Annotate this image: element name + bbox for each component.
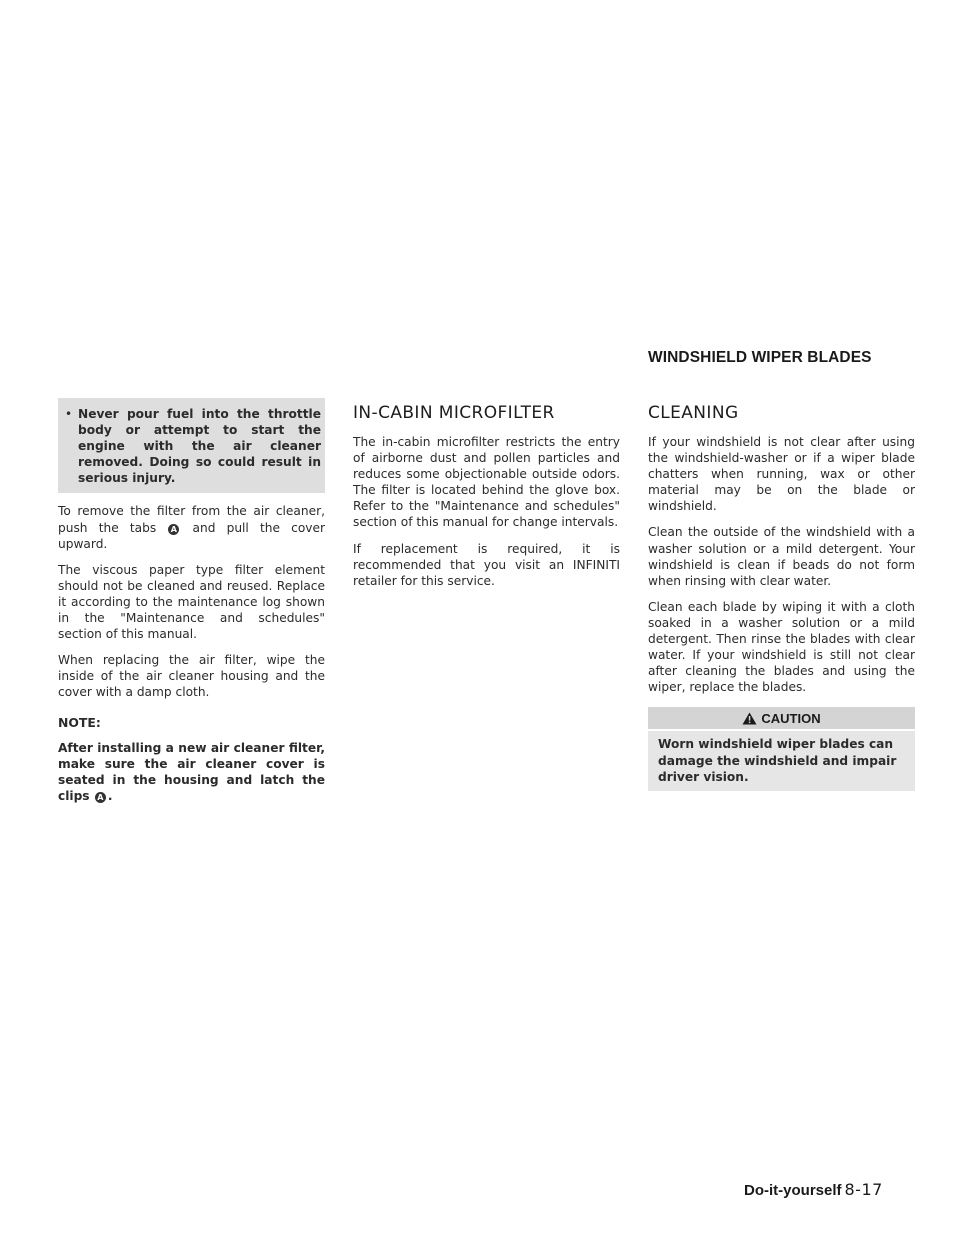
section-header: WINDSHIELD WIPER BLADES	[648, 349, 872, 366]
paragraph-filter-element: The viscous paper type filter element should not be cleaned and reused. Replace it according to the maintenance log shown in the "Maintenance and schedules" section of this manual.	[58, 562, 325, 642]
callout-a-icon: A	[95, 792, 106, 803]
warning-box	[58, 398, 325, 493]
remove-filter-text-b: and pull the cover upward.	[58, 520, 326, 551]
footer-chapter: Do-it-yourself	[744, 1182, 842, 1199]
note-text-b: .	[107, 788, 113, 803]
column-middle	[353, 398, 620, 599]
paragraph-cleaning-1: If your windshield is not clear after using the windshield-washer or if a wiper blade chatters when running, wax or other material may be on the blade or windshield.	[648, 435, 915, 514]
callout-a-icon: A	[168, 524, 179, 535]
page-footer	[744, 1180, 924, 1199]
remove-filter-text-a: To remove the filter from the air cleaner, push the tabs	[58, 504, 325, 535]
caution-header	[648, 707, 915, 729]
column-right	[648, 398, 915, 791]
column-left	[58, 398, 325, 814]
paragraph-microfilter-replacement: If replacement is required, it is recommended that you visit an INFINITI retailer for this service.	[353, 541, 620, 588]
caution-box	[648, 707, 915, 790]
note-text-a: After installing a new air cleaner filter, make sure the air cleaner cover is seated in the housing and latch the clips	[58, 740, 325, 803]
warning-text: Never pour fuel into the throttle body or attempt to start the engine with the air cleaner removed. Doing so could result in serious injury.	[78, 407, 321, 486]
caution-label: CAUTION	[761, 710, 821, 726]
paragraph-cleaning-3: Clean each blade by wiping it with a cloth soaked in a washer solution or a mild detergent. Then rinse the blades with clear water. If your windshield is still not clear after cleaning the blades and using the wiper, replace the blades.	[648, 599, 915, 695]
note-label: NOTE:	[58, 714, 101, 730]
paragraph-cleaning-2: Clean the outside of the windshield with a washer solution or a mild detergent. Your windshield is clean if beads do not form when rinsing with clear water.	[648, 525, 915, 588]
heading-cleaning: CLEANING	[648, 403, 739, 423]
footer-page-number: 8-17	[844, 1180, 883, 1199]
paragraph-remove-filter	[58, 503, 325, 551]
paragraph-microfilter-info: The in-cabin microfilter restricts the entry of airborne dust and pollen particles and reduces some objectionable outside odors. The filter is located behind the glove box. Refer to the "Maintenance and schedules" section of this manual for change intervals.	[353, 435, 620, 530]
note-text	[58, 740, 325, 804]
warning-bullet: •	[65, 407, 73, 421]
caution-text: Worn windshield wiper blades can damage the windshield and impair driver vision.	[648, 731, 915, 790]
paragraph-replacing-filter: When replacing the air filter, wipe the inside of the air cleaner housing and the cover with a damp cloth.	[58, 653, 325, 700]
heading-in-cabin-microfilter: IN-CABIN MICROFILTER	[353, 403, 555, 423]
warning-triangle-icon	[742, 712, 757, 725]
